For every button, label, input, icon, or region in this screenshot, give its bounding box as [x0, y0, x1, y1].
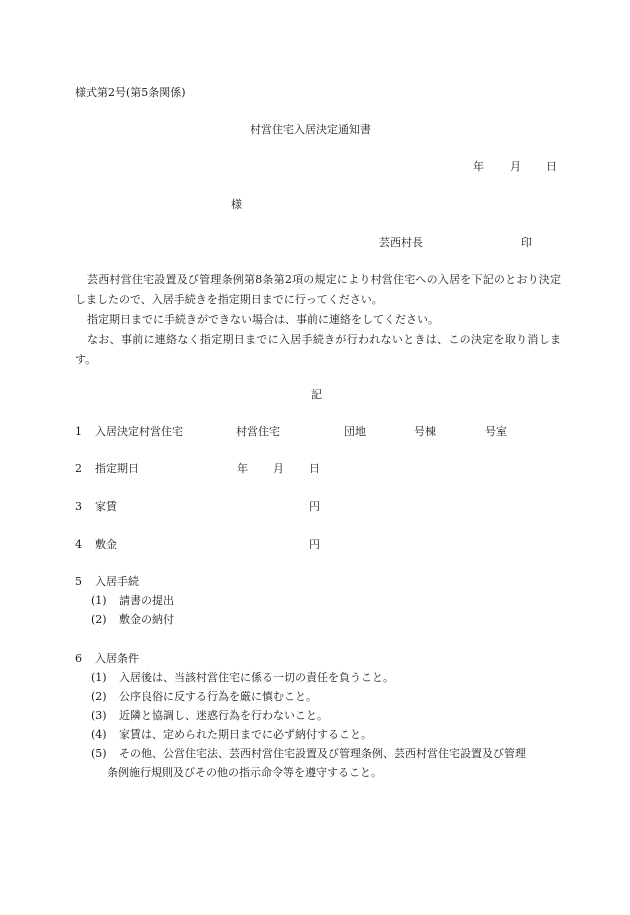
item-number: 1	[75, 425, 82, 438]
ki-heading: 記	[311, 388, 322, 401]
item-number: 3	[75, 500, 82, 513]
sub-item-number: (1)	[91, 671, 107, 684]
date-day: 日	[546, 160, 557, 173]
sub-item-text-continued: 条例施行規則及びその他の指示命令等を遵守すること。	[107, 766, 382, 779]
item-label: 指定期日	[95, 462, 139, 475]
sub-item-text: 公序良俗に反する行為を厳に慎むこと。	[119, 690, 317, 703]
body-paragraph: 芸西村営住宅設置及び管理条例第8条第2項の規定により村営住宅への入居を下記のとおり決定しましたので、入居手続きを指定期日までに行ってください。	[75, 273, 561, 306]
sub-item-text: 請書の提出	[119, 594, 174, 607]
sub-item-number: (2)	[91, 690, 107, 703]
housing-name: 村営住宅	[236, 425, 280, 438]
date-year: 年	[473, 160, 484, 173]
body-text	[75, 270, 561, 370]
addressee-suffix: 様	[231, 198, 242, 211]
sub-item-text: その他、公営住宅法、芸西村営住宅設置及び管理条例、芸西村営住宅設置及び管理	[119, 747, 526, 760]
sub-item-number: (5)	[91, 747, 107, 760]
rent-unit: 円	[309, 500, 320, 513]
item-label: 入居条件	[95, 652, 139, 665]
sub-item-text: 近隣と協調し、迷惑行為を行わないこと。	[119, 709, 328, 722]
housing-room: 号室	[485, 425, 507, 438]
item-label: 敷金	[95, 538, 117, 551]
item-number: 4	[75, 538, 82, 551]
sub-item-text: 家賃は、定められた期日までに必ず納付すること。	[119, 728, 372, 741]
housing-building: 号棟	[414, 425, 436, 438]
sub-item-text: 敷金の納付	[119, 613, 174, 626]
item-number: 2	[75, 462, 82, 475]
deposit-unit: 円	[309, 538, 320, 551]
sub-item-number: (2)	[91, 613, 107, 626]
deadline-day: 日	[309, 462, 320, 475]
form-number: 様式第2号(第5条関係)	[75, 86, 186, 99]
sub-item-text: 入居後は、当該村営住宅に係る一切の責任を負うこと。	[119, 671, 394, 684]
item-number: 6	[75, 652, 82, 665]
item-number: 5	[75, 575, 82, 588]
deadline-month: 月	[273, 462, 284, 475]
sub-item-number: (4)	[91, 728, 107, 741]
body-paragraph: 指定期日までに手続きができない場合は、事前に連絡をしてください。	[87, 313, 439, 326]
item-label: 入居手続	[95, 575, 139, 588]
document-title: 村営住宅入居決定通知書	[250, 123, 371, 136]
item-label: 入居決定村営住宅	[95, 425, 183, 438]
sub-item-number: (1)	[91, 594, 107, 607]
date-month: 月	[510, 160, 521, 173]
body-paragraph: なお、事前に連絡なく指定期日までに入居手続きが行われないときは、この決定を取り消します。	[75, 333, 561, 366]
deadline-year: 年	[237, 462, 248, 475]
sub-item-number: (3)	[91, 709, 107, 722]
housing-danchi: 団地	[344, 425, 366, 438]
item-label: 家賃	[95, 500, 117, 513]
sender-name: 芸西村長	[379, 236, 423, 249]
seal-mark: 印	[521, 236, 532, 249]
